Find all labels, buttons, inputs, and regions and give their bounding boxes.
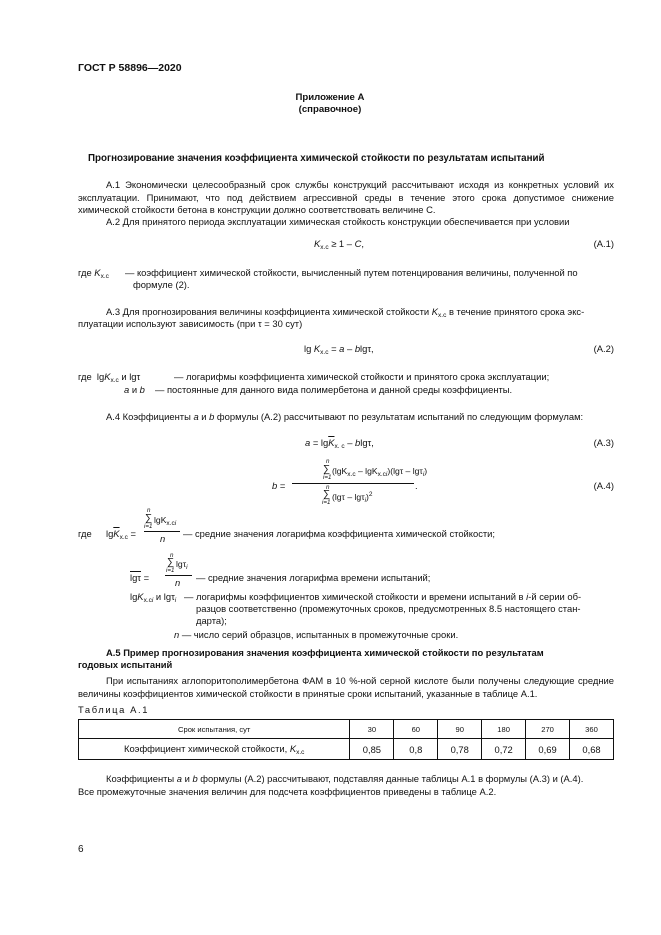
definition-lgk-i-text: — логарифмы коэффициентов химической стойкости и времени испытаний в i-й серии об- [184, 591, 582, 602]
equation-a4-lhs: b = [272, 480, 286, 491]
paragraph-a5-title2: годовых испытаний [78, 659, 173, 670]
definition-mean-lgk-numerator: lgK$_{х.сi}$ [154, 515, 177, 527]
equation-a4-den-top: n [326, 484, 330, 491]
paragraph-a5-text: При испытаниях аглопоритополимербетона ФАМ в 10 %-ной серной кислоте были получены следующие средние величины коэффициентов химической стойкости в принятые сроки испытаний, указанные в таблице А.1. [78, 675, 614, 699]
equation-a2-number: (А.2) [593, 343, 614, 354]
table-cell: 0,69 [526, 739, 570, 760]
equation-a3-number: (А.3) [593, 437, 614, 448]
equation-a1: $K_{х.с} \ge 1 - C$, [314, 238, 364, 251]
equation-a4-tail: . [415, 480, 418, 491]
definition-lgk-i-line2: разцов соответственно (промежуточных сроков, предусмотренных 8.5 настоящего стан- [196, 603, 581, 614]
table-cell: 90 [438, 720, 482, 739]
section-title: Прогнозирование значения коэффициента химической стойкости по результатам испытаний [88, 153, 545, 164]
definition-lgk-i: lgK$_{х.сi}$ и lgτ$_i$ [130, 591, 177, 604]
equation-a4-num-bot: i=1 [323, 474, 332, 481]
table-cell: 0,85 [350, 739, 394, 760]
table-a1 [78, 719, 614, 760]
equation-a3: $a = \lg\overline{K}_{х. с} - blg\tau$, [305, 437, 374, 450]
page-number: 6 [78, 844, 84, 855]
equation-a1-number: (А.1) [593, 238, 614, 249]
table-cell: Срок испытания, сут [79, 720, 350, 739]
paragraph-a5-title: А.5 Пример прогнозирования значения коэффициента химической стойкости по результатам [106, 647, 544, 658]
table-cell: Коэффициент химической стойкости, $K_{х.с}$ [79, 739, 350, 760]
definition-mean-lgk: $\lg\overline{K}_{х.с}$ = [106, 528, 136, 541]
definition-mean-lgt-den: n [175, 577, 181, 588]
definition-mean-lgt-text: — средние значения логарифма времени испытаний; [196, 572, 431, 583]
table-cell: 60 [394, 720, 438, 739]
equation-a4-den-bot: i=1 [322, 499, 331, 506]
table-row [79, 720, 614, 739]
definition-ab-text: — постоянные для данного вида полимербетона и данной среды коэффициенты. [155, 384, 513, 395]
standard-code: ГОСТ Р 58896—2020 [78, 62, 182, 74]
definition-lgk-lgt-text: — логарифмы коэффициента химической стойкости и принятого срока эксплуатации; [174, 371, 550, 382]
definition-mean-lgk-where: где [78, 528, 92, 539]
table-cell: 0,78 [438, 739, 482, 760]
table-cell: 0,72 [482, 739, 526, 760]
definition-mean-lgt-numerator: lgτ$_i$ [176, 559, 188, 571]
definition-ab: a и b [124, 384, 145, 395]
definition-kxc-text2: формуле (2). [133, 279, 190, 290]
definition-mean-lgk-num-top: n [147, 507, 151, 514]
paragraph-a1: А.1 Экономически целесообразный срок службы конструкций рассчитывают исходя из конкретных условий их эксплуатации. Принимают, что под действием агрессивной среды в течение этого срока допустимое снижение химической стойкости бетона в конструкции должно соответствовать величине С. [78, 179, 614, 216]
equation-a4-fraction-line [292, 483, 414, 484]
paragraph-final: Коэффициенты a и b формулы (А.2) рассчитывают, подставляя данные таблицы А.1 в формулы (А.3) и (А.4). [106, 773, 584, 784]
table-caption: Таблица А.1 [78, 704, 150, 715]
definition-mean-lgk-den: n [160, 533, 166, 544]
table-cell: 180 [482, 720, 526, 739]
definition-mean-lgk-num-sum: ∑ [145, 513, 153, 524]
paragraph-a3: А.3 Для прогнозирования величины коэффициента химической стойкости $K_{х.с}$ в течение принятого срока экс- [106, 306, 585, 319]
equation-a4-den-sum: ∑ [323, 489, 331, 500]
table-row [79, 739, 614, 760]
table-cell: 30 [350, 720, 394, 739]
table-cell: 0,68 [570, 739, 614, 760]
definition-mean-lgk-num-bot: i=1 [144, 523, 153, 530]
definition-mean-lgk-text: — средние значения логарифма коэффициента химической стойкости; [183, 528, 496, 539]
equation-a4-num-sum: ∑ [323, 464, 331, 475]
definition-kxc-text: — коэффициент химической стойкости, вычисленный путем потенцирования величины, полученной по [125, 267, 578, 278]
definition-lgk-i-line3: дарта); [196, 615, 227, 626]
equation-a4-numerator: (lgK$_{х.с}$ – lgK$_{х.сi}$)(lgτ – lgτ$_i$) [332, 466, 428, 478]
definition-n: n — число серий образцов, испытанных в промежуточные сроки. [174, 629, 459, 640]
equation-a4-denominator: (lgτ – lgτ$_i$)$^2$ [332, 491, 373, 504]
definition-mean-lgk-fraction-line [144, 531, 180, 532]
definition-mean-lgt-fraction-line [165, 575, 192, 576]
definition-mean-lgt-num-top: n [170, 552, 174, 559]
paragraph-a3-line2: плуатации используют зависимость (при τ = 30 сут) [78, 318, 303, 329]
paragraph-final-line2: Все промежуточные значения величин для подсчета коэффициентов приведены в таблице А.2. [78, 786, 497, 797]
definition-kxc: где $K_{х.с}$ [78, 267, 109, 280]
definition-lgk-lgt: где lgK$_{х.с}$ и lgτ [78, 371, 141, 384]
table-cell: 0,8 [394, 739, 438, 760]
definition-mean-lgt: $\overline{lg\tau}$ = [130, 572, 150, 583]
table-cell: 270 [526, 720, 570, 739]
definition-mean-lgt-num-bot: i=1 [166, 567, 175, 574]
appendix-title: Приложение А [295, 92, 365, 103]
equation-a2: $\lg K_{х.с} = a - blg\tau$, [304, 343, 374, 356]
equation-a4-num-top: n [326, 458, 330, 465]
appendix-subtitle: (справочное) [298, 104, 362, 115]
definition-mean-lgt-num-sum: ∑ [167, 557, 175, 568]
paragraph-a2: А.2 Для принятого периода эксплуатации химическая стойкость конструкции обеспечивается при условии [106, 216, 570, 227]
paragraph-a4: А.4 Коэффициенты a и b формулы (А.2) рассчитывают по результатам испытаний по следующим формулам: [106, 411, 584, 422]
equation-a4-number: (А.4) [593, 480, 614, 491]
table-cell: 360 [570, 720, 614, 739]
